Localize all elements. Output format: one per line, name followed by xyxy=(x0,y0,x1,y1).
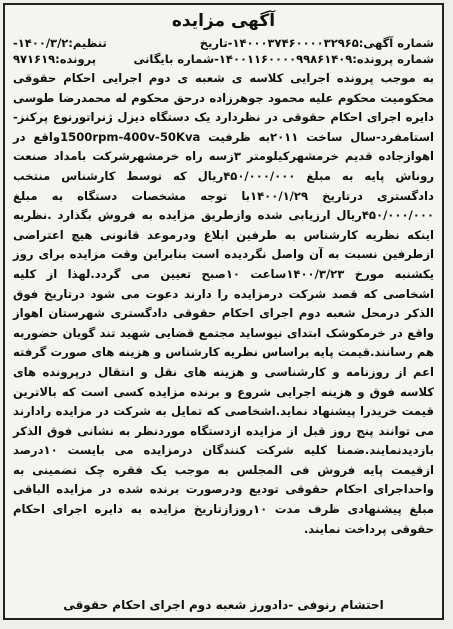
archive-number: پرونده:۹۷۱۶۱۹ xyxy=(13,52,97,66)
notice-number: شماره آگهی:۱۴۰۰۰۳۷۴۶۰۰۰۰۳۲۹۶۵-تاریخ xyxy=(199,36,434,50)
notice-title: آگهی مزایده xyxy=(171,11,276,31)
notice-body-text: به موجب پرونده اجرایی کلاسه ی شعبه ی دوم اجرایی احکام حقوقی محکومیت محکوم علیه محمود جوهرزاده درحق محکوم له محمدرضا طوسی دایره اجرای احکام حقوقی در نظردارد یک دستگاه دیزل ژنراتورنوع پرکنز-استامفرد-سال ساخت ۲۰۱۱به ظرفیت 1500rpm-400v-50Kvaواقع در اهوازجاده قدیم خرمشهرکیلومتر ۳زسه راه خرمشهرشرکت بامداد صنعت روناش پایه به مبلغ ۴۵۰/۰۰۰/۰۰۰ریال که توسط کارشناس منتخب دادگستری درتاریخ ۱۴۰۰/۱/۲۹با توجه مشخصات دستگاه به مبلغ ۴۵۰/۰۰۰/۰۰۰ریال ارزیابی شده وازطریق مزایده به فروش بگذارد .نظربه اینکه نظریه کارشناس به طرفین ابلاغ ودرموعد قانونی هیچ اعتراضی ازطرفین نسبت به آن واصل نگردیده است بنابراین وقت مزایده برای روز یکشنبه مورخ ۱۴۰۰/۳/۲۳ساعت ۱۰صبح تعیین می گردد.لهذا از کلیه اشخاصی که قصد شرکت درمزایده را دارند دعوت می شود درتاریخ فوق الذکر درمحل شعبه دوم اجرای احکام حقوقی دادگستری شهرستان اهواز واقع در خرمکوشک ابتدای نیوساید مجتمع قضایی شهید تند گویان حضوربه هم رسانند.قیمت پایه براساس نظریه کارشناس و هزینه های صورت گرفته اعم از روزنامه و کارشناسی و هزینه های نقل و انتقال درپرونده های کلاسه فوق و هزینه اجرایی شروع و برنده مزایده کسی است که بالاترین قیمت خریدرا پیشنهاد نماید.اشخاصی که تمایل به شرکت در مزایده رادارند می توانند پنج روز قبل از مزایده ازدستگاه موردنظر به نشانی فوق الذکر بازدیدنمایند.ضمنا کلیه شرکت کنندگان درمزایده می بایست ۱۰درصد ازقیمت پایه فروش فی المجلس به موجب یک فقره چک تضمینی به واحداجرای احکام حقوقی تودیع ودرصورت برنده شده در مزایده الباقی مبلغ پیشنهادی ظرف مدت ۱۰روزازتاریخ مزایده به دایره اجرای احکام حقوقی پرداخت نمایند. xyxy=(13,71,435,536)
case-number: شماره پرونده:۱۴۰۰۱۱۶۰۰۰۰۹۹۸۶۱۴۰۹-شماره بایگانی xyxy=(133,52,434,66)
meta-line-2 xyxy=(13,51,434,67)
notice-body xyxy=(5,67,442,539)
meta-line-1 xyxy=(13,35,434,51)
notice-frame xyxy=(3,3,444,620)
notice-signature: احتشام رنوفی -دادورز شعبه دوم اجرای احکام حقوقی xyxy=(63,598,384,612)
notice-meta xyxy=(5,35,442,67)
issue-date: تنظیم:۱۴۰۰/۳/۲- xyxy=(13,36,107,50)
